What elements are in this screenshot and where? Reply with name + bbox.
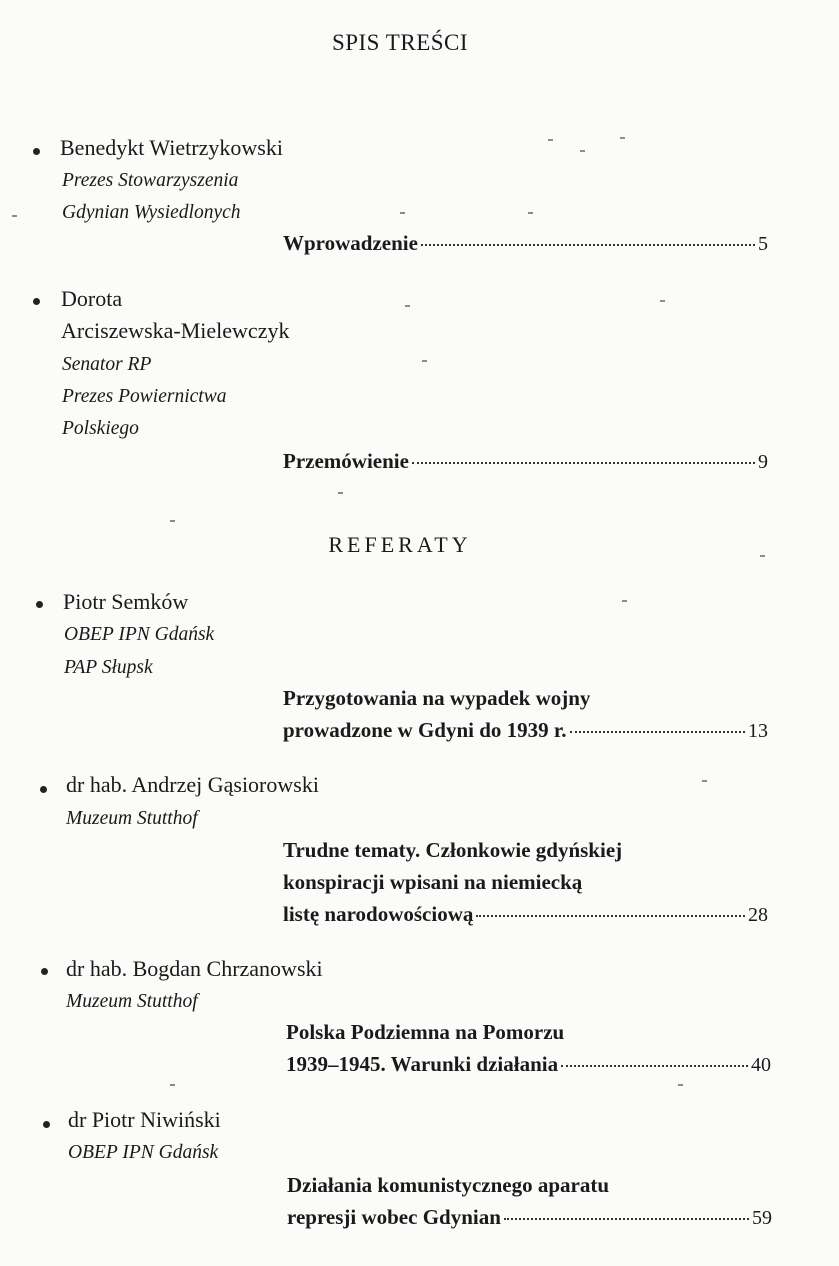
scan-speck [400,212,405,214]
bullet [33,298,40,305]
author-name: Dorota [61,286,123,311]
bullet [40,786,47,793]
dot-leader [412,462,755,464]
dot-leader [421,244,755,246]
dot-leader [570,731,745,733]
author-affiliation: Muzeum Stutthof [66,808,198,829]
bullet [41,968,48,975]
toc-title: SPIS TREŚCI [331,30,469,55]
scan-speck [528,212,533,214]
dot-leader [476,915,745,917]
author-affiliation: OBEP IPN Gdańsk [64,624,215,645]
author-affiliation: Polskiego [62,418,139,439]
bullet [43,1121,50,1128]
title-line: 1939–1945. Warunki działania [286,1052,559,1076]
scan-speck [620,137,625,139]
scan-speck [548,139,553,141]
toc-entry-title[interactable] [286,1016,771,1081]
author-affiliation: Prezes Stowarzyszenia [62,170,239,191]
page-number: 13 [748,720,768,742]
author-name: Piotr Semków [63,589,189,614]
scan-speck [660,300,665,302]
scan-speck [622,600,627,602]
scan-speck [760,555,765,557]
title-line: prowadzone w Gdyni do 1939 r. [283,718,567,742]
scan-speck [422,360,427,362]
dot-leader [504,1218,749,1220]
scan-speck [12,215,17,217]
section-heading: REFERATY [328,532,472,557]
page-number: 9 [758,451,768,473]
toc-entry-title[interactable] [283,834,768,931]
author-name: Arciszewska-Mielewczyk [61,318,290,343]
scan-speck [338,492,343,494]
scan-speck [678,1084,683,1086]
scan-speck [702,780,707,782]
page-number: 59 [752,1207,772,1229]
title-line: konspiracji wpisani na niemiecką [283,870,583,894]
author-affiliation: OBEP IPN Gdańsk [68,1142,219,1163]
author-affiliation: PAP Słupsk [64,657,153,678]
page-number: 28 [748,904,768,926]
toc-entry-title[interactable] [287,1169,772,1234]
dot-leader [561,1065,748,1067]
author-affiliation: Prezes Powiernictwa [62,386,227,407]
page-number: 40 [751,1054,771,1076]
title-line: Wprowadzenie [283,231,418,255]
author-name: dr Piotr Niwiński [68,1107,221,1132]
author-affiliation: Senator RP [62,354,152,375]
bullet [36,601,43,608]
title-line: Przemówienie [283,449,409,473]
bullet [33,148,40,155]
title-line: Działania komunistycznego aparatu [287,1173,610,1197]
toc-entry-title[interactable] [283,682,768,747]
author-affiliation: Gdynian Wysiedlonych [62,202,241,223]
toc-entry-title[interactable] [283,445,768,478]
title-line: Przygotowania na wypadek wojny [283,686,591,710]
page-number: 5 [758,233,768,255]
author-name: dr hab. Andrzej Gąsiorowski [66,772,319,797]
author-name: Benedykt Wietrzykowski [60,135,283,160]
scan-speck [405,305,410,307]
author-name: dr hab. Bogdan Chrzanowski [66,956,323,981]
title-line: Polska Podziemna na Pomorzu [286,1020,565,1044]
title-line: listę narodowościową [283,902,474,926]
author-affiliation: Muzeum Stutthof [66,991,198,1012]
scan-speck [580,150,585,152]
toc-entry-title[interactable] [283,227,768,260]
scan-speck [170,1084,175,1086]
scan-speck [170,520,175,522]
title-line: represji wobec Gdynian [287,1205,501,1229]
title-line: Trudne tematy. Członkowie gdyńskiej [283,838,623,862]
